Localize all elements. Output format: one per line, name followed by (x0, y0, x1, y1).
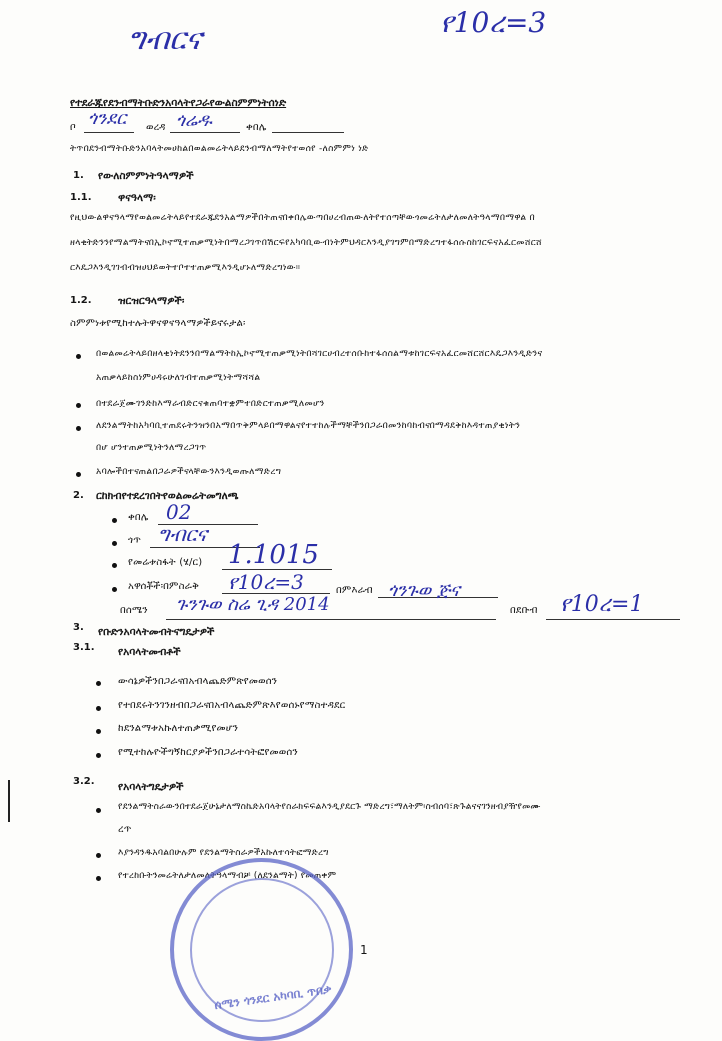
bullet-dot (76, 403, 81, 408)
bullet-dot (112, 518, 117, 523)
objective-item: በተደራጀሙገንድከእማራብድርናቁጠባተቋምተበድርተጠቃሚለመሆን (96, 398, 325, 409)
right-item: የተበደሩትንገንዘብበጋራናበአብላጨድምጽእየወሰኑየማስተዳደር (118, 700, 346, 711)
section1-1-number: 1.1. (70, 192, 92, 203)
border-west-label: በምእራብ (336, 585, 373, 596)
section2-number: 2. (73, 490, 84, 501)
duty-item: እያንዳንዱአባልበሁሉም የደንልማትስራዎችአኩለተሳትፎማድረግ (118, 848, 329, 858)
section1-2-intro: ስምምነቱየሚከተሉትዋናዋናዓላማዎችይኖሩታል፡ (70, 318, 246, 329)
page-number: 1 (360, 943, 368, 957)
bullet-dot (96, 853, 101, 858)
bullet-dot (96, 681, 101, 686)
border-north-label: በሰሜን (120, 605, 148, 616)
kebele-label: ቀበሌ (246, 122, 267, 133)
border-north-value: ጉንጉወ ስሬ ጊዳ 2014 (176, 594, 330, 615)
handwritten-code-right: የ10ረ=3 (440, 6, 547, 39)
section1-2-number: 1.2. (70, 295, 92, 306)
woreda-value: ጎሬዱ (176, 110, 212, 131)
bullet-dot (96, 808, 101, 813)
field-area-value: 1.1015 (228, 540, 319, 570)
handwritten-note-left: ግብርና (128, 22, 202, 57)
section2-title: ርከክብየተደረገበትየወልመሬትመግለጫ (96, 490, 239, 502)
right-item: የሚተከሉዮችግኝከርያዎችንበጋራተሳትፎየመወሰን (118, 747, 298, 758)
woreda-label: ወረዳ (146, 122, 166, 133)
objective-item: በወልመሬትላይበዘላቂነትደንንበማልማትከኢኮኖሚተጠቃሚነትበሻገርሀብረተሰቡከተፋሰስልማቱከገርፍናአፈርመሸርሸርእዴጋእንዲድንና (96, 348, 543, 359)
section3-2-number: 3.2. (73, 776, 95, 787)
stamp-text: ሰሜን ጎንደር አካባቢ ጥበቃ (213, 981, 333, 1013)
bullet-dot (76, 354, 81, 359)
bullet-dot (96, 876, 101, 881)
duty-item: የደንልማትስራውንበተደራጀሁኔታለማስኬድአባላትየስራክፍፍልእንዲያደርጉ ማድረግ፣ማለትም፡ስብሰባ፣ጽጉልናናገንዘብያዥየመሙ (118, 802, 541, 812)
border-south-value: የ10ረ=1 (560, 592, 644, 617)
field-east-label: አዋሰቾች፡በምስራቅ (128, 581, 199, 592)
field-east-value: የ10ረ=3 (228, 570, 304, 594)
intro-line: ትጥበደንብማትቡድንአባላትመሀከልበወልመሬትላይደንብማለማትየተወሰየ -ለስምምነ ነድ (70, 143, 369, 154)
field-got-value: ግብርና (158, 522, 208, 546)
kebele-line (272, 132, 344, 133)
objective-item-cont: አጠቃላይከስነምሀዳሩሁለገብተጠቃሚነትማሻሻል (96, 372, 261, 383)
bullet-dot (96, 753, 101, 758)
bullet-dot (76, 472, 81, 477)
zone-label: ቦ (70, 122, 76, 133)
border-north-line (166, 619, 496, 620)
section1-1-line-1: የዚህውልዋናዓላማየወልመሬትላይየተደራጁደንአልማዎችበትጠናበቀበሌውጣበሀረብጠውለትየተሰጣቸውጎመሬትለታለመለትዓላማበማዋል በ (70, 212, 535, 223)
duty-item: የተረከቡትንመሬትለታለመለትዓላማብቻ (ለደንልማት) የመጠቀም (118, 871, 337, 881)
zone-line (84, 132, 134, 133)
bullet-dot (112, 563, 117, 568)
section1-1-line-3: ርእዴጋእንዲገገብብዝሀህይወትተቦተተጠቃሚእንዲሆኑለማድረግነው። (70, 262, 301, 273)
bullet-dot (96, 706, 101, 711)
field-area-label: የመሬቱስፋት (ሄ/ር) (128, 557, 203, 568)
field-kebele-value: 02 (166, 500, 192, 524)
duty-item-cont: ረጥ (118, 824, 132, 835)
border-south-line (546, 619, 680, 620)
section3-1-title: የአባላትመብቶች (118, 646, 181, 658)
objective-item-cont: በሆ ሆንተጠቃሚነትንለማረጋገጥ (96, 442, 207, 453)
document-title: የተደራጁየደንብማትቡድንአባላትየጋራየውልስምምነትሰነድ (70, 97, 287, 109)
objective-item: ለደንልማትከአካባቢተጠደሩትንዝንበአማበጥቅምላይበማዋልናየተተከሉችማቸችንበጋራበመንከባከብናበማዳደቅከእዳተጠያቂነትን (96, 420, 521, 431)
section1-2-title: ዝርዝርዓላማዎች፡ (118, 295, 185, 307)
woreda-line (170, 132, 240, 133)
field-kebele-label: ቀበሌ (128, 512, 149, 523)
bullet-dot (112, 541, 117, 546)
bullet-dot (112, 587, 117, 592)
bullet-dot (76, 426, 81, 431)
section3-2-title: የአባላትግዴታዎች (118, 781, 184, 793)
right-item: ውሳኔዎችንበጋራናበአብላጨድምጽየመወሰን (118, 676, 278, 687)
section1-1-line-2: ዘላቂትድንንየማልማትናበኢኮኖሚተጠቃሚነትበማረጋገጥበሽርፍየአካባቢውብነትምህዳርእንዲያገግምበማድረግተፋሰሱስከገርፍናአፈርመሸርሸ (70, 237, 542, 248)
objective-item: አባሎችበተናጠልበጋራዎችናላቸውንእንዲወጡለማድረግ (96, 466, 282, 477)
zone-value: ጎንደር (88, 108, 127, 129)
section3-1-number: 3.1. (73, 642, 95, 653)
section3-title: የቡድንአባላትመብትናግዴታዎች (98, 626, 215, 638)
section1-title: የውለስምምነትዓላማዎች (98, 170, 194, 182)
section3-number: 3. (73, 622, 84, 633)
right-item: ከደንልማቱአኩለተጠቃሚየመሆን (118, 723, 239, 734)
bullet-dot (96, 729, 101, 734)
field-got-label: ጎጥ (128, 535, 141, 546)
border-west-value: ጎንጉወ ጅና (388, 580, 460, 601)
section1-1-title: ዋናዓላማ፡ (118, 192, 156, 204)
section1-number: 1. (73, 170, 84, 181)
margin-mark (8, 780, 10, 822)
border-south-label: በደቡብ (510, 605, 538, 616)
